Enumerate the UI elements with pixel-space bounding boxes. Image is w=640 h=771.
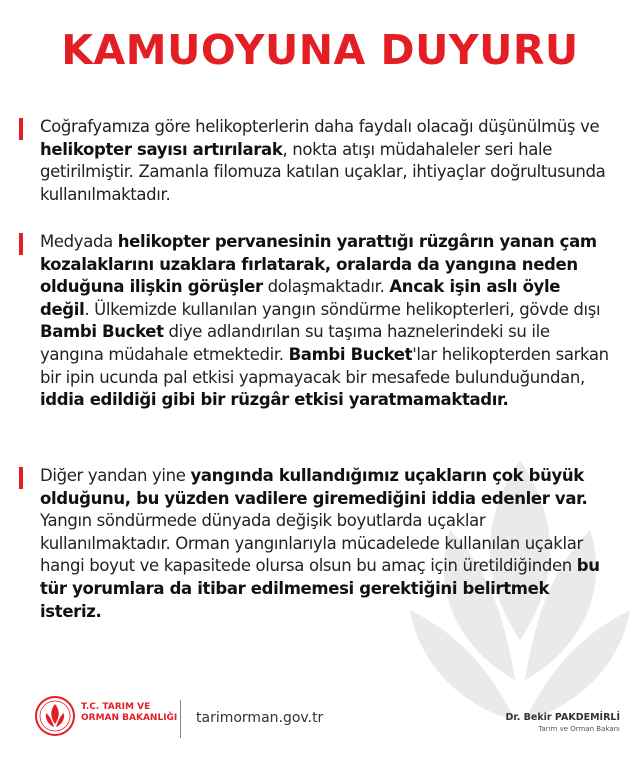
bold-text: helikopter pervanesinin yarattığı rüzgârın yanan çam kozalaklarını uzaklara fırlatarak, oralarda da yangına neden olduğuna ilişkin görüşler bbox=[40, 232, 597, 297]
paragraph-2 bbox=[40, 231, 614, 412]
text-run: Yangın söndürmede dünyada değişik boyutlarda uçaklar kullanılmaktadır. Orman yangınlarıyla mücadelede kullanılan uçaklar hangi boyut ve kapasitede olursa olsun bu amaç için üretildiğinden bbox=[40, 511, 583, 576]
bold-text: Bambi Bucket bbox=[40, 322, 164, 342]
bold-text: Ancak işin aslı öyle değil bbox=[40, 277, 561, 319]
bold-text: bu tür yorumlara da itibar edilmemesi gerektiğini belirtmek isteriz. bbox=[40, 556, 600, 621]
website-link[interactable]: tarimorman.gov.tr bbox=[196, 710, 324, 726]
ministry-name-line1: T.C. TARIM VE bbox=[81, 702, 151, 712]
bold-text: Bambi Bucket bbox=[288, 344, 413, 364]
text-run: dolaşmaktadır. bbox=[262, 277, 390, 297]
ministry-name-line2: ORMAN BAKANLIĞI bbox=[81, 713, 178, 723]
paragraph-marker bbox=[19, 233, 23, 255]
paragraph-1 bbox=[40, 116, 614, 206]
page-title: KAMUOYUNA DUYURU bbox=[61, 26, 579, 74]
bold-text: helikopter sayısı artırılarak bbox=[40, 139, 283, 159]
signature-block bbox=[506, 712, 620, 733]
ministry-emblem-icon bbox=[34, 695, 76, 737]
signer-name: Dr. Bekir PAKDEMİRLİ bbox=[505, 712, 620, 723]
bold-text: yangında kullandığımız uçakların çok büyük olduğunu, bu yüzden vadilere giremediğini iddia edenler var. bbox=[40, 466, 588, 508]
text-run: Diğer yandan yine bbox=[40, 466, 191, 485]
paragraph-marker bbox=[19, 118, 23, 140]
text-run: Medyada bbox=[40, 232, 118, 251]
text-run: , nokta atışı müdahaleler seri hale getirilmiştir. Zamanla filomuza katılan uçaklar, ihtiyaçlar doğrultusunda kullanılmaktadır. bbox=[40, 139, 606, 204]
footer bbox=[0, 690, 640, 750]
ministry-name bbox=[81, 702, 177, 724]
paragraph-marker bbox=[19, 467, 23, 489]
paragraph-3 bbox=[40, 465, 614, 623]
text-run: Coğrafyamıza göre helikopterlerin daha faydalı olacağı düşünülmüş ve bbox=[40, 117, 600, 136]
bold-text: iddia edildiği gibi bir rüzgâr etkisi yaratmamaktadır. bbox=[40, 390, 509, 410]
text-run: diye adlandırılan su taşıma haznelerindeki su ile yangına müdahale etmektedir. bbox=[40, 322, 550, 364]
text-run: . Ülkemizde kullanılan yangın söndürme helikopterleri, gövde dışı bbox=[84, 299, 601, 319]
signer-title: Tarım ve Orman Bakanı bbox=[538, 725, 620, 733]
footer-divider bbox=[180, 700, 181, 738]
text-run: 'lar helikopterden sarkan bir ipin ucunda pal etkisi yapmayacak bir mesafede bulunduğundan, bbox=[40, 344, 609, 387]
